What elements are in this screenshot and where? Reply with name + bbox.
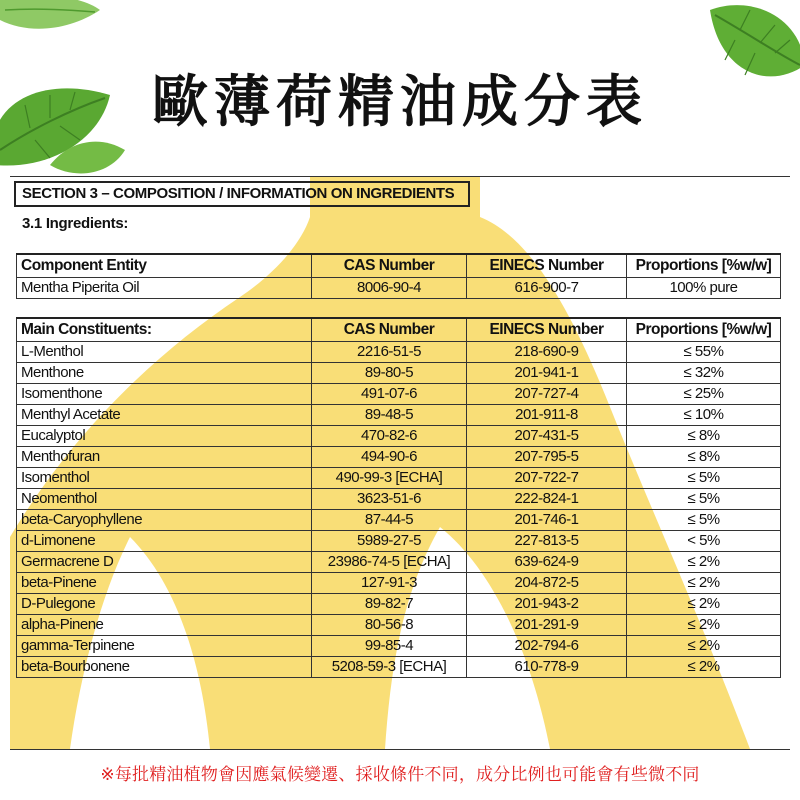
- constituent-name: D-Pulegone: [17, 594, 312, 615]
- constituent-name: d-Limonene: [17, 531, 312, 552]
- einecs-number: 207-722-7: [467, 468, 627, 489]
- cas-number: 494-90-6: [312, 447, 467, 468]
- einecs-number: 218-690-9: [467, 342, 627, 363]
- cas-number: 89-48-5: [312, 405, 467, 426]
- proportion: ≤ 5%: [627, 489, 781, 510]
- constituent-name: Neomenthol: [17, 489, 312, 510]
- constituent-name: Germacrene D: [17, 552, 312, 573]
- cas-number: 99-85-4: [312, 636, 467, 657]
- einecs-number: 616-900-7: [467, 278, 627, 299]
- table-row: [17, 384, 781, 405]
- table-row: [17, 468, 781, 489]
- table-row: [17, 552, 781, 573]
- einecs-number: 201-941-1: [467, 363, 627, 384]
- cas-number: 3623-51-6: [312, 489, 467, 510]
- header-proportions: Proportions [%w/w]: [627, 254, 781, 278]
- einecs-number: 207-795-5: [467, 447, 627, 468]
- proportion: ≤ 2%: [627, 615, 781, 636]
- document-panel: [10, 176, 790, 750]
- table-row: [17, 615, 781, 636]
- cas-number: 89-82-7: [312, 594, 467, 615]
- einecs-number: 207-727-4: [467, 384, 627, 405]
- proportion: ≤ 10%: [627, 405, 781, 426]
- header-proportions: Proportions [%w/w]: [627, 318, 781, 342]
- table-row: [17, 510, 781, 531]
- constituents-table: [16, 317, 781, 678]
- header-einecs-number: EINECS Number: [467, 254, 627, 278]
- einecs-number: 207-431-5: [467, 426, 627, 447]
- constituent-name: beta-Bourbonene: [17, 657, 312, 678]
- einecs-number: 201-746-1: [467, 510, 627, 531]
- proportion: ≤ 32%: [627, 363, 781, 384]
- einecs-number: 222-824-1: [467, 489, 627, 510]
- constituent-name: L-Menthol: [17, 342, 312, 363]
- table-row: [17, 573, 781, 594]
- cas-number: 8006-90-4: [312, 278, 467, 299]
- einecs-number: 201-943-2: [467, 594, 627, 615]
- einecs-number: 639-624-9: [467, 552, 627, 573]
- proportion: < 5%: [627, 531, 781, 552]
- proportion: ≤ 2%: [627, 594, 781, 615]
- table-row: [17, 278, 781, 299]
- table-row: [17, 426, 781, 447]
- einecs-number: 204-872-5: [467, 573, 627, 594]
- proportion: ≤ 5%: [627, 468, 781, 489]
- cas-number: 127-91-3: [312, 573, 467, 594]
- cas-number: 23986-74-5 [ECHA]: [312, 552, 467, 573]
- constituent-name: Menthofuran: [17, 447, 312, 468]
- table-row: [17, 405, 781, 426]
- page-title: 歐薄荷精油成分表: [152, 70, 648, 135]
- proportion: ≤ 55%: [627, 342, 781, 363]
- header-einecs-number: EINECS Number: [467, 318, 627, 342]
- mint-leaf-top-left-icon: [0, 0, 110, 50]
- proportion: 100% pure: [627, 278, 781, 299]
- proportion: ≤ 8%: [627, 447, 781, 468]
- cas-number: 490-99-3 [ECHA]: [312, 468, 467, 489]
- constituent-name: Menthone: [17, 363, 312, 384]
- header-cas-number: CAS Number: [312, 318, 467, 342]
- table-row: [17, 657, 781, 678]
- constituent-name: Menthyl Acetate: [17, 405, 312, 426]
- table-row: [17, 447, 781, 468]
- einecs-number: 202-794-6: [467, 636, 627, 657]
- proportion: ≤ 2%: [627, 573, 781, 594]
- table-row: [17, 342, 781, 363]
- component-table: [16, 253, 781, 299]
- constituent-name: beta-Caryophyllene: [17, 510, 312, 531]
- proportion: ≤ 2%: [627, 657, 781, 678]
- table-row: [17, 636, 781, 657]
- cas-number: 5208-59-3 [ECHA]: [312, 657, 467, 678]
- section-header: SECTION 3 – COMPOSITION / INFORMATION ON INGREDIENTS: [14, 181, 470, 207]
- proportion: ≤ 2%: [627, 636, 781, 657]
- cas-number: 80-56-8: [312, 615, 467, 636]
- einecs-number: 201-911-8: [467, 405, 627, 426]
- header-main-constituents: Main Constituents:: [17, 318, 312, 342]
- table-row: [17, 531, 781, 552]
- cas-number: 5989-27-5: [312, 531, 467, 552]
- constituent-name: Eucalyptol: [17, 426, 312, 447]
- proportion: ≤ 5%: [627, 510, 781, 531]
- cas-number: 2216-51-5: [312, 342, 467, 363]
- header-cas-number: CAS Number: [312, 254, 467, 278]
- table-row: [17, 363, 781, 384]
- component-name: Mentha Piperita Oil: [17, 278, 312, 299]
- table-row: [17, 594, 781, 615]
- ingredients-subheader: 3.1 Ingredients:: [22, 215, 129, 232]
- einecs-number: 227-813-5: [467, 531, 627, 552]
- einecs-number: 201-291-9: [467, 615, 627, 636]
- cas-number: 491-07-6: [312, 384, 467, 405]
- constituent-name: alpha-Pinene: [17, 615, 312, 636]
- constituent-name: Isomenthol: [17, 468, 312, 489]
- cas-number: 470-82-6: [312, 426, 467, 447]
- header-component-entity: Component Entity: [17, 254, 312, 278]
- proportion: ≤ 8%: [627, 426, 781, 447]
- proportion: ≤ 25%: [627, 384, 781, 405]
- constituent-name: Isomenthone: [17, 384, 312, 405]
- table-row: [17, 489, 781, 510]
- constituents-body: [17, 342, 781, 678]
- einecs-number: 610-778-9: [467, 657, 627, 678]
- cas-number: 87-44-5: [312, 510, 467, 531]
- footnote: ※每批精油植物會因應氣候變遷、採收條件不同，成分比例也可能會有些微不同: [100, 765, 700, 785]
- constituent-name: gamma-Terpinene: [17, 636, 312, 657]
- proportion: ≤ 2%: [627, 552, 781, 573]
- constituent-name: beta-Pinene: [17, 573, 312, 594]
- cas-number: 89-80-5: [312, 363, 467, 384]
